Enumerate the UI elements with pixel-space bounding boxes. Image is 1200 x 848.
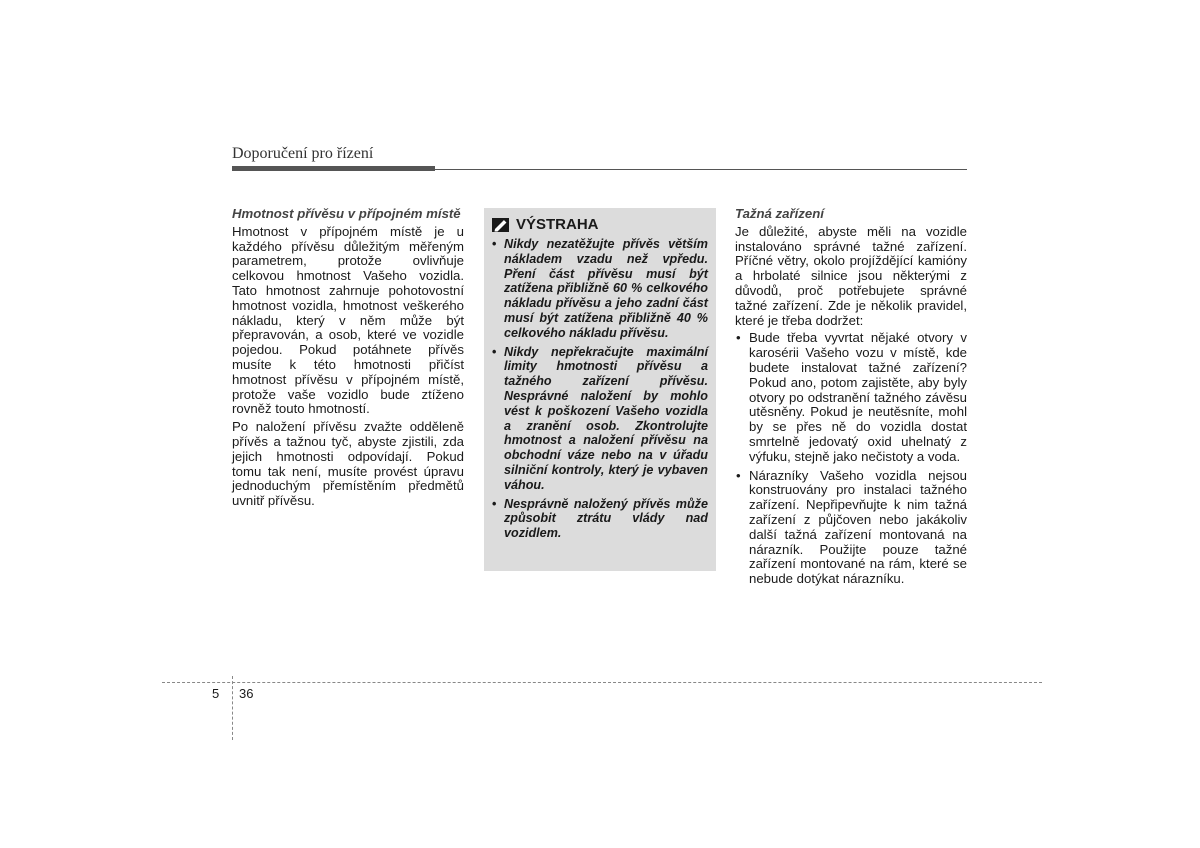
- warning-title: VÝSTRAHA: [516, 216, 599, 233]
- warning-item: • Nikdy nezatěžujte přívěs větším nákladem vzadu než vpředu. Pření část přívěsu musí být zatížena přibližně 60 % celkového nákladu přívěsu a jeho zadní část musí být zatížena přibližně 40 % celkového nákladu přívěsu.: [492, 237, 708, 341]
- footer-rule: [162, 682, 1042, 683]
- warning-list: [492, 237, 708, 541]
- right-list: [735, 331, 967, 587]
- warning-box: [484, 208, 716, 571]
- right-list-item: • Bude třeba vyvrtat nějaké otvory v karosérii Vašeho vozu v místě, kde budete instalovat tažné zařízení? Pokud ano, potom zajistěte, aby byly otvory po odstranění tažného závěsu utěsněny. Pokud je neutěsníte, mohl by se přes ně do vozidla dostat smrtelně jedovatý oxid uhelnatý z výfuku, stejně jako nečistoty a voda.: [735, 331, 967, 464]
- left-paragraph: Hmotnost v přípojném místě je u každého přívěsu důležitým měřeným parametrem, protože ovlivňuje celkovou hmotnost Vašeho vozidla. Tato hmotnost zahrnuje pohotovostní hmotnost vozidla, hmotnost veškerého nákladu, který v něm může být přepravován, a osob, které ve vozidle pojedou. Pokud potáhnete přívěs musíte k této hmotnosti přičíst hmotnost přívěsu v přípojném místě, protože vaše vozidlo bude ztíženo rovněž touto hmotností.: [232, 223, 464, 417]
- header-rule: [435, 169, 967, 170]
- warning-pencil-icon: [492, 218, 509, 232]
- left-column: [232, 207, 464, 512]
- left-paragraph: Po naložení přívěsu zvažte odděleně přívěs a tažnou tyč, abyste zjistili, zda jejich hmotnosti odpovídají. Pokud tomu tak není, musíte provést úpravu jednoduchým přemístěním předmětů uvnitř přívěsu.: [232, 419, 464, 509]
- header-title: Doporučení pro řízení: [232, 145, 374, 162]
- right-column: [735, 207, 967, 591]
- warning-header: [492, 216, 708, 233]
- chapter-number: 5: [212, 686, 220, 701]
- page-number: 36: [239, 686, 254, 701]
- right-list-item: • Nárazníky Vašeho vozidla nejsou konstruovány pro instalaci tažného zařízení. Nepřipevňujte k nim tažná zařízení z půjčoven nebo jakákoliv další tažná zařízení montovaná na nárazník. Použijte pouze tažné zařízení montované na rám, které se nebude dotýkat nárazníku.: [735, 469, 967, 587]
- left-subhead: Hmotnost přívěsu v přípojném místě: [232, 206, 461, 221]
- footer-divider: [232, 676, 233, 740]
- warning-item: • Nikdy nepřekračujte maximální limity hmotnosti přívěsu a tažného zařízení přívěsu. Nesprávné naložení by mohlo vést k poškození Vašeho vozidla a zranění osob. Zkontrolujte hmotnost a naložení přívěsu na obchodní váze nebo na v úřadu silniční kontroly, který je vybaven váhou.: [492, 345, 708, 493]
- warning-item: • Nesprávně naložený přívěs může způsobit ztrátu vlády nad vozidlem.: [492, 497, 708, 541]
- right-intro: Je důležité, abyste měli na vozidle instalováno správné tažné zařízení. Příčné větry, okolo projíždějící kamióny a hrbolaté silnice jsou některými z důvodů, proč potřebujete správné tažné zařízení. Zde je několik pravidel, které je třeba dodržet:: [735, 223, 967, 328]
- header-bar: [232, 166, 435, 171]
- right-subhead: Tažná zařízení: [735, 206, 824, 221]
